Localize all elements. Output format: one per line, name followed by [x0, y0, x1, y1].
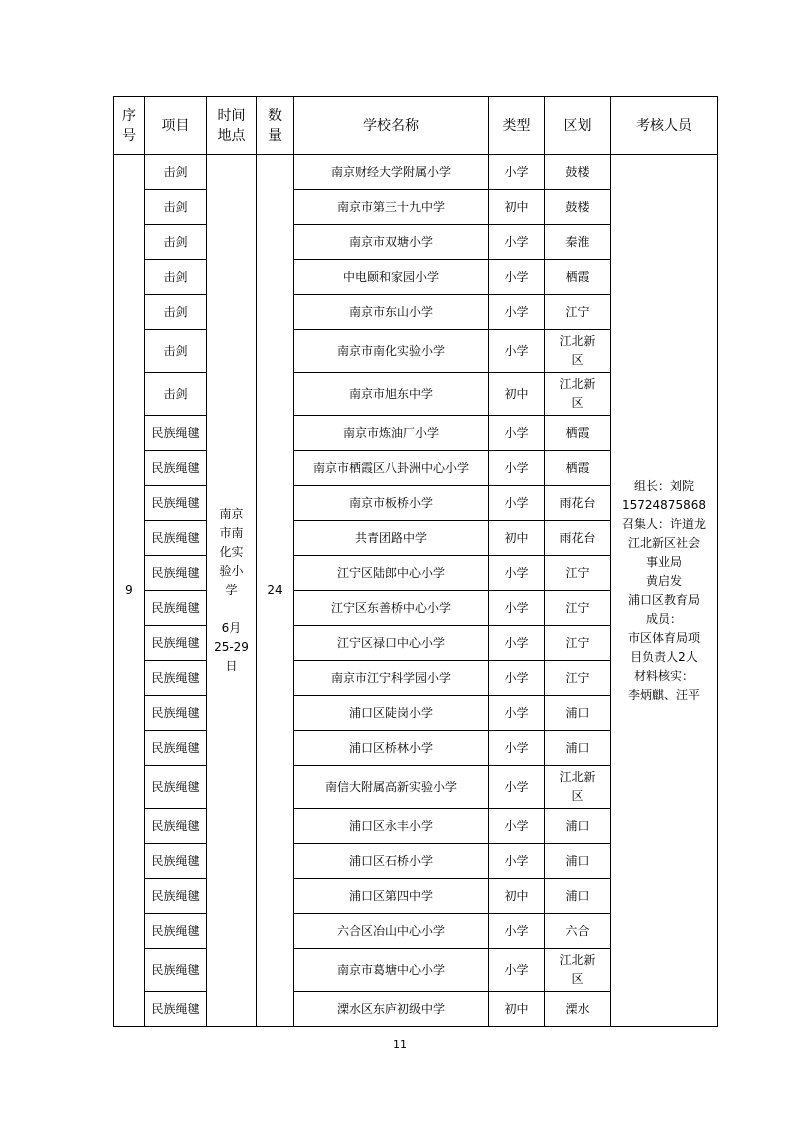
- project-cell: 击剑: [145, 190, 207, 225]
- type-cell: 小学: [489, 809, 545, 844]
- district-cell: 江宁: [545, 591, 611, 626]
- district-cell: 江北新 区: [545, 949, 611, 992]
- header-row: [114, 97, 718, 155]
- project-cell: 击剑: [145, 155, 207, 190]
- type-cell: 初中: [489, 992, 545, 1027]
- project-cell: 击剑: [145, 295, 207, 330]
- school-name-cell: 南京市栖霞区八卦洲中心小学: [294, 451, 489, 486]
- school-name-cell: 中电颐和家园小学: [294, 260, 489, 295]
- type-cell: 小学: [489, 591, 545, 626]
- district-cell: 鼓楼: [545, 155, 611, 190]
- district-cell: 江宁: [545, 661, 611, 696]
- header-district: 区划: [545, 97, 611, 155]
- time-location-cell: 南京 市南 化实 验小 学 6月 25-29 日: [207, 155, 257, 1027]
- district-cell: 溧水: [545, 992, 611, 1027]
- school-name-cell: 浦口区陡岗小学: [294, 696, 489, 731]
- reviewers-cell: 组长：刘院 15724875868 召集人：许道龙 江北新区社会 事业局 黄启发 浦口区教育局 成员： 市区体育局项 目负责人2人 材料核实： 李炳麒、汪平: [611, 155, 718, 1027]
- district-cell: 浦口: [545, 809, 611, 844]
- project-cell: 民族绳毽: [145, 626, 207, 661]
- type-cell: 小学: [489, 295, 545, 330]
- project-cell: 民族绳毽: [145, 992, 207, 1027]
- school-name-cell: 南信大附属高新实验小学: [294, 766, 489, 809]
- district-cell: 江宁: [545, 295, 611, 330]
- type-cell: 小学: [489, 416, 545, 451]
- type-cell: 小学: [489, 155, 545, 190]
- type-cell: 小学: [489, 949, 545, 992]
- school-name-cell: 江宁区东善桥中心小学: [294, 591, 489, 626]
- school-name-cell: 六合区冶山中心小学: [294, 914, 489, 949]
- project-cell: 民族绳毽: [145, 696, 207, 731]
- school-name-cell: 南京市第三十九中学: [294, 190, 489, 225]
- table-row: [114, 155, 718, 190]
- project-cell: 民族绳毽: [145, 451, 207, 486]
- project-cell: 民族绳毽: [145, 731, 207, 766]
- district-cell: 江北新 区: [545, 330, 611, 373]
- district-cell: 江宁: [545, 556, 611, 591]
- serial-cell: 9: [114, 155, 145, 1027]
- type-cell: 小学: [489, 661, 545, 696]
- type-cell: 小学: [489, 556, 545, 591]
- district-cell: 鼓楼: [545, 190, 611, 225]
- project-cell: 民族绳毽: [145, 949, 207, 992]
- type-cell: 小学: [489, 260, 545, 295]
- district-cell: 六合: [545, 914, 611, 949]
- header-reviewers: 考核人员: [611, 97, 718, 155]
- district-cell: 浦口: [545, 879, 611, 914]
- school-name-cell: 南京市双塘小学: [294, 225, 489, 260]
- school-name-cell: 浦口区永丰小学: [294, 809, 489, 844]
- district-cell: 江北新 区: [545, 373, 611, 416]
- school-name-cell: 南京市东山小学: [294, 295, 489, 330]
- type-cell: 小学: [489, 696, 545, 731]
- district-cell: 江北新 区: [545, 766, 611, 809]
- project-cell: 民族绳毽: [145, 914, 207, 949]
- project-cell: 击剑: [145, 260, 207, 295]
- school-name-cell: 南京市葛塘中心小学: [294, 949, 489, 992]
- school-name-cell: 浦口区石桥小学: [294, 844, 489, 879]
- type-cell: 小学: [489, 844, 545, 879]
- district-cell: 秦淮: [545, 225, 611, 260]
- project-cell: 民族绳毽: [145, 766, 207, 809]
- project-cell: 民族绳毽: [145, 556, 207, 591]
- project-cell: 民族绳毽: [145, 809, 207, 844]
- project-cell: 民族绳毽: [145, 844, 207, 879]
- school-name-cell: 溧水区东庐初级中学: [294, 992, 489, 1027]
- school-name-cell: 南京财经大学附属小学: [294, 155, 489, 190]
- school-name-cell: 南京市板桥小学: [294, 486, 489, 521]
- district-cell: 栖霞: [545, 416, 611, 451]
- type-cell: 初中: [489, 190, 545, 225]
- type-cell: 初中: [489, 521, 545, 556]
- project-cell: 击剑: [145, 330, 207, 373]
- type-cell: 初中: [489, 373, 545, 416]
- type-cell: 小学: [489, 330, 545, 373]
- school-name-cell: 南京市炼油厂小学: [294, 416, 489, 451]
- type-cell: 小学: [489, 225, 545, 260]
- type-cell: 小学: [489, 731, 545, 766]
- project-cell: 击剑: [145, 225, 207, 260]
- school-name-cell: 南京市江宁科学园小学: [294, 661, 489, 696]
- school-name-cell: 共青团路中学: [294, 521, 489, 556]
- project-cell: 民族绳毽: [145, 486, 207, 521]
- type-cell: 小学: [489, 486, 545, 521]
- school-name-cell: 浦口区桥林小学: [294, 731, 489, 766]
- district-cell: 雨花台: [545, 486, 611, 521]
- type-cell: 初中: [489, 879, 545, 914]
- type-cell: 小学: [489, 766, 545, 809]
- type-cell: 小学: [489, 451, 545, 486]
- header-project: 项目: [145, 97, 207, 155]
- count-cell: 24: [257, 155, 294, 1027]
- district-cell: 栖霞: [545, 260, 611, 295]
- school-name-cell: 江宁区禄口中心小学: [294, 626, 489, 661]
- header-type: 类型: [489, 97, 545, 155]
- school-name-cell: 浦口区第四中学: [294, 879, 489, 914]
- school-name-cell: 江宁区陆郎中心小学: [294, 556, 489, 591]
- district-cell: 浦口: [545, 696, 611, 731]
- project-cell: 民族绳毽: [145, 591, 207, 626]
- project-cell: 击剑: [145, 373, 207, 416]
- header-time-location: 时间 地点: [207, 97, 257, 155]
- district-cell: 江宁: [545, 626, 611, 661]
- header-serial: 序 号: [114, 97, 145, 155]
- district-cell: 浦口: [545, 844, 611, 879]
- project-cell: 民族绳毽: [145, 661, 207, 696]
- header-school: 学校名称: [294, 97, 489, 155]
- project-cell: 民族绳毽: [145, 521, 207, 556]
- district-cell: 雨花台: [545, 521, 611, 556]
- type-cell: 小学: [489, 626, 545, 661]
- project-cell: 民族绳毽: [145, 879, 207, 914]
- project-cell: 民族绳毽: [145, 416, 207, 451]
- school-assessment-table: [113, 96, 718, 1027]
- district-cell: 浦口: [545, 731, 611, 766]
- school-name-cell: 南京市南化实验小学: [294, 330, 489, 373]
- school-name-cell: 南京市旭东中学: [294, 373, 489, 416]
- header-count: 数 量: [257, 97, 294, 155]
- page-number: 11: [393, 1038, 407, 1051]
- district-cell: 栖霞: [545, 451, 611, 486]
- type-cell: 小学: [489, 914, 545, 949]
